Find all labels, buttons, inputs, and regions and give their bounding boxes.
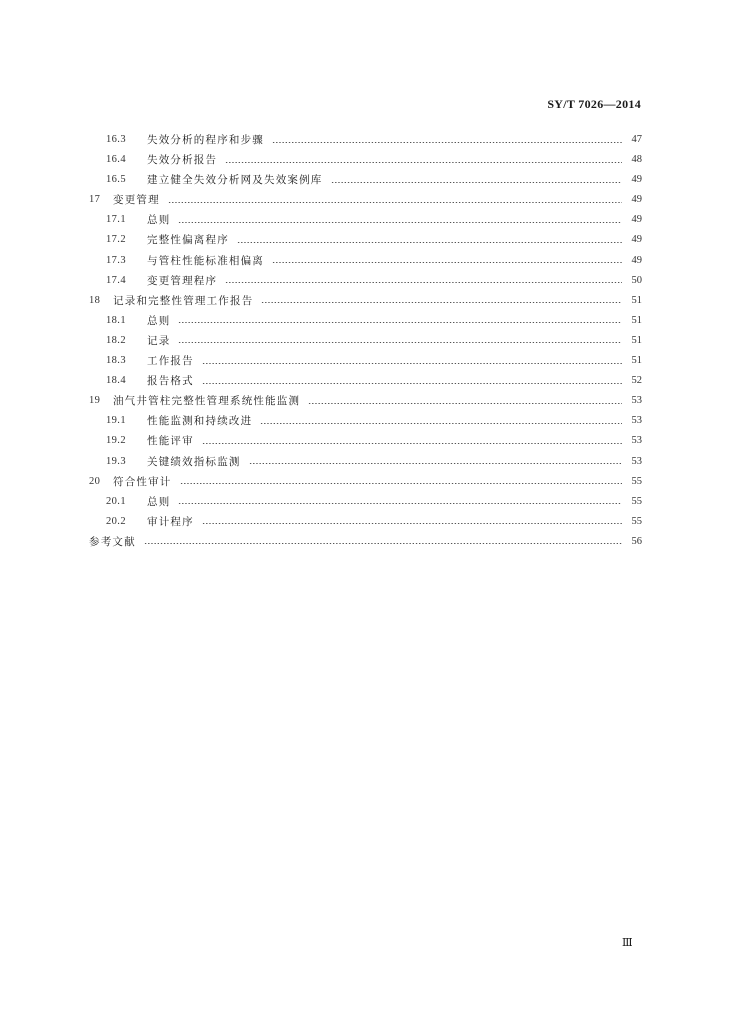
toc-entry-page: 53 — [631, 395, 642, 407]
toc-dot-leader — [144, 543, 622, 544]
toc-entry[interactable] — [89, 311, 642, 331]
toc-entry-page: 51 — [631, 355, 642, 367]
toc-entry-number: 18.4 — [106, 375, 126, 387]
toc-entry-page: 47 — [631, 134, 642, 145]
page-number: Ⅲ — [622, 937, 634, 949]
toc-dot-leader — [178, 322, 622, 323]
toc-entry-page: 55 — [631, 475, 642, 487]
toc-entry-page: 49 — [631, 234, 642, 246]
toc-entry-title: 审计程序 — [147, 515, 194, 528]
toc-entry-number: 20.1 — [106, 495, 126, 507]
toc-entry-number: 19.1 — [106, 415, 126, 427]
toc-entry-page: 55 — [631, 495, 642, 507]
toc-entry-number: 17.4 — [106, 274, 126, 286]
toc-dot-leader — [308, 403, 622, 404]
toc-entry-title: 总则 — [147, 495, 171, 508]
toc-entry-title: 记录 — [147, 334, 171, 347]
toc-entry-page: 49 — [631, 254, 642, 266]
toc-entry[interactable] — [89, 190, 642, 210]
toc-entry-page: 53 — [631, 435, 642, 447]
toc-entry-title: 建立健全失效分析网及失效案例库 — [147, 174, 323, 187]
toc-entry-title: 关键绩效指标监测 — [147, 455, 241, 468]
toc-entry[interactable] — [89, 230, 642, 250]
toc-entry-title: 符合性审计 — [113, 475, 172, 488]
toc-dot-leader — [272, 142, 622, 143]
toc-entry[interactable] — [89, 130, 642, 150]
toc-entry-title: 完整性偏离程序 — [147, 234, 229, 247]
toc-dot-leader — [260, 423, 622, 424]
toc-entry[interactable] — [89, 251, 642, 271]
toc-entry[interactable] — [89, 371, 642, 391]
toc-entry[interactable] — [89, 411, 642, 431]
toc-entry[interactable] — [89, 472, 642, 492]
toc-entry[interactable] — [89, 150, 642, 170]
toc-entry-number: 16.3 — [106, 134, 126, 145]
toc-entry[interactable] — [89, 331, 642, 351]
toc-entry-title: 与管柱性能标准相偏离 — [147, 254, 264, 267]
toc-dot-leader — [178, 342, 622, 343]
toc-dot-leader — [272, 262, 622, 263]
toc-entry-page: 49 — [631, 214, 642, 226]
toc-dot-leader — [202, 363, 622, 364]
toc-dot-leader — [178, 503, 622, 504]
toc-entry-page: 55 — [631, 515, 642, 527]
toc-entry[interactable] — [89, 512, 642, 532]
toc-entry[interactable] — [89, 351, 642, 371]
toc-entry-page: 51 — [631, 314, 642, 326]
toc-entry-page: 51 — [631, 294, 642, 306]
toc-entry[interactable] — [89, 291, 642, 311]
toc-entry-page: 53 — [631, 415, 642, 427]
toc-entry-title: 变更管理 — [113, 194, 160, 207]
toc-dot-leader — [261, 302, 622, 303]
toc-entry-page: 48 — [631, 154, 642, 166]
toc-entry[interactable] — [89, 391, 642, 411]
toc-entry[interactable] — [89, 431, 642, 451]
document-code: SY/T 7026—2014 — [547, 97, 641, 111]
toc-dot-leader — [249, 463, 622, 464]
toc-entry-number: 17.1 — [106, 214, 126, 226]
toc-entry-title: 油气井管柱完整性管理系统性能监测 — [113, 395, 301, 408]
toc-dot-leader — [202, 443, 622, 444]
toc-dot-leader — [331, 182, 623, 183]
toc-entry-title: 总则 — [147, 214, 171, 227]
toc-dot-leader — [202, 383, 622, 384]
toc-entry[interactable] — [89, 210, 642, 230]
toc-entry-title: 变更管理程序 — [147, 274, 218, 287]
toc-entry-page: 51 — [631, 334, 642, 346]
toc-dot-leader — [237, 242, 622, 243]
toc-entry-title: 总则 — [147, 314, 171, 327]
toc-entry-number: 18 — [89, 294, 101, 306]
table-of-contents — [89, 130, 642, 552]
toc-entry-number: 16.5 — [106, 174, 126, 186]
toc-entry-title: 工作报告 — [147, 355, 194, 368]
toc-entry[interactable] — [89, 492, 642, 512]
toc-dot-leader — [178, 222, 622, 223]
toc-entry-number: 19 — [89, 395, 101, 407]
toc-entry-title: 性能评审 — [147, 435, 194, 448]
toc-entry-number: 18.2 — [106, 334, 126, 346]
toc-entry-page: 49 — [631, 194, 642, 206]
toc-entry[interactable] — [89, 452, 642, 472]
toc-entry-number: 16.4 — [106, 154, 126, 166]
toc-entry-number: 18.1 — [106, 314, 126, 326]
toc-entry-title: 报告格式 — [147, 375, 194, 388]
toc-dot-leader — [225, 282, 622, 283]
toc-entry-title: 失效分析报告 — [147, 154, 218, 167]
toc-entry-number: 20.2 — [106, 515, 126, 527]
toc-dot-leader — [180, 483, 623, 484]
toc-entry-title: 性能监测和持续改进 — [147, 415, 253, 428]
toc-entry-number: 17 — [89, 194, 101, 206]
toc-entry-title: 参考文献 — [89, 535, 136, 548]
toc-entry-title: 失效分析的程序和步骤 — [147, 134, 264, 146]
toc-entry-number: 17.3 — [106, 254, 126, 266]
toc-dot-leader — [202, 523, 622, 524]
toc-entry[interactable] — [89, 271, 642, 291]
toc-entry-number: 19.2 — [106, 435, 126, 447]
toc-entry[interactable] — [89, 532, 642, 552]
toc-entry-title: 记录和完整性管理工作报告 — [113, 294, 254, 307]
toc-entry[interactable] — [89, 170, 642, 190]
toc-entry-number: 19.3 — [106, 455, 126, 467]
toc-entry-page: 50 — [631, 274, 642, 286]
toc-entry-number: 20 — [89, 475, 101, 487]
toc-entry-number: 18.3 — [106, 355, 126, 367]
toc-dot-leader — [168, 202, 622, 203]
toc-entry-number: 17.2 — [106, 234, 126, 246]
toc-entry-page: 53 — [631, 455, 642, 467]
toc-dot-leader — [225, 162, 622, 163]
toc-entry-page: 56 — [631, 535, 642, 547]
toc-entry-page: 49 — [631, 174, 642, 186]
toc-entry-page: 52 — [631, 375, 642, 387]
